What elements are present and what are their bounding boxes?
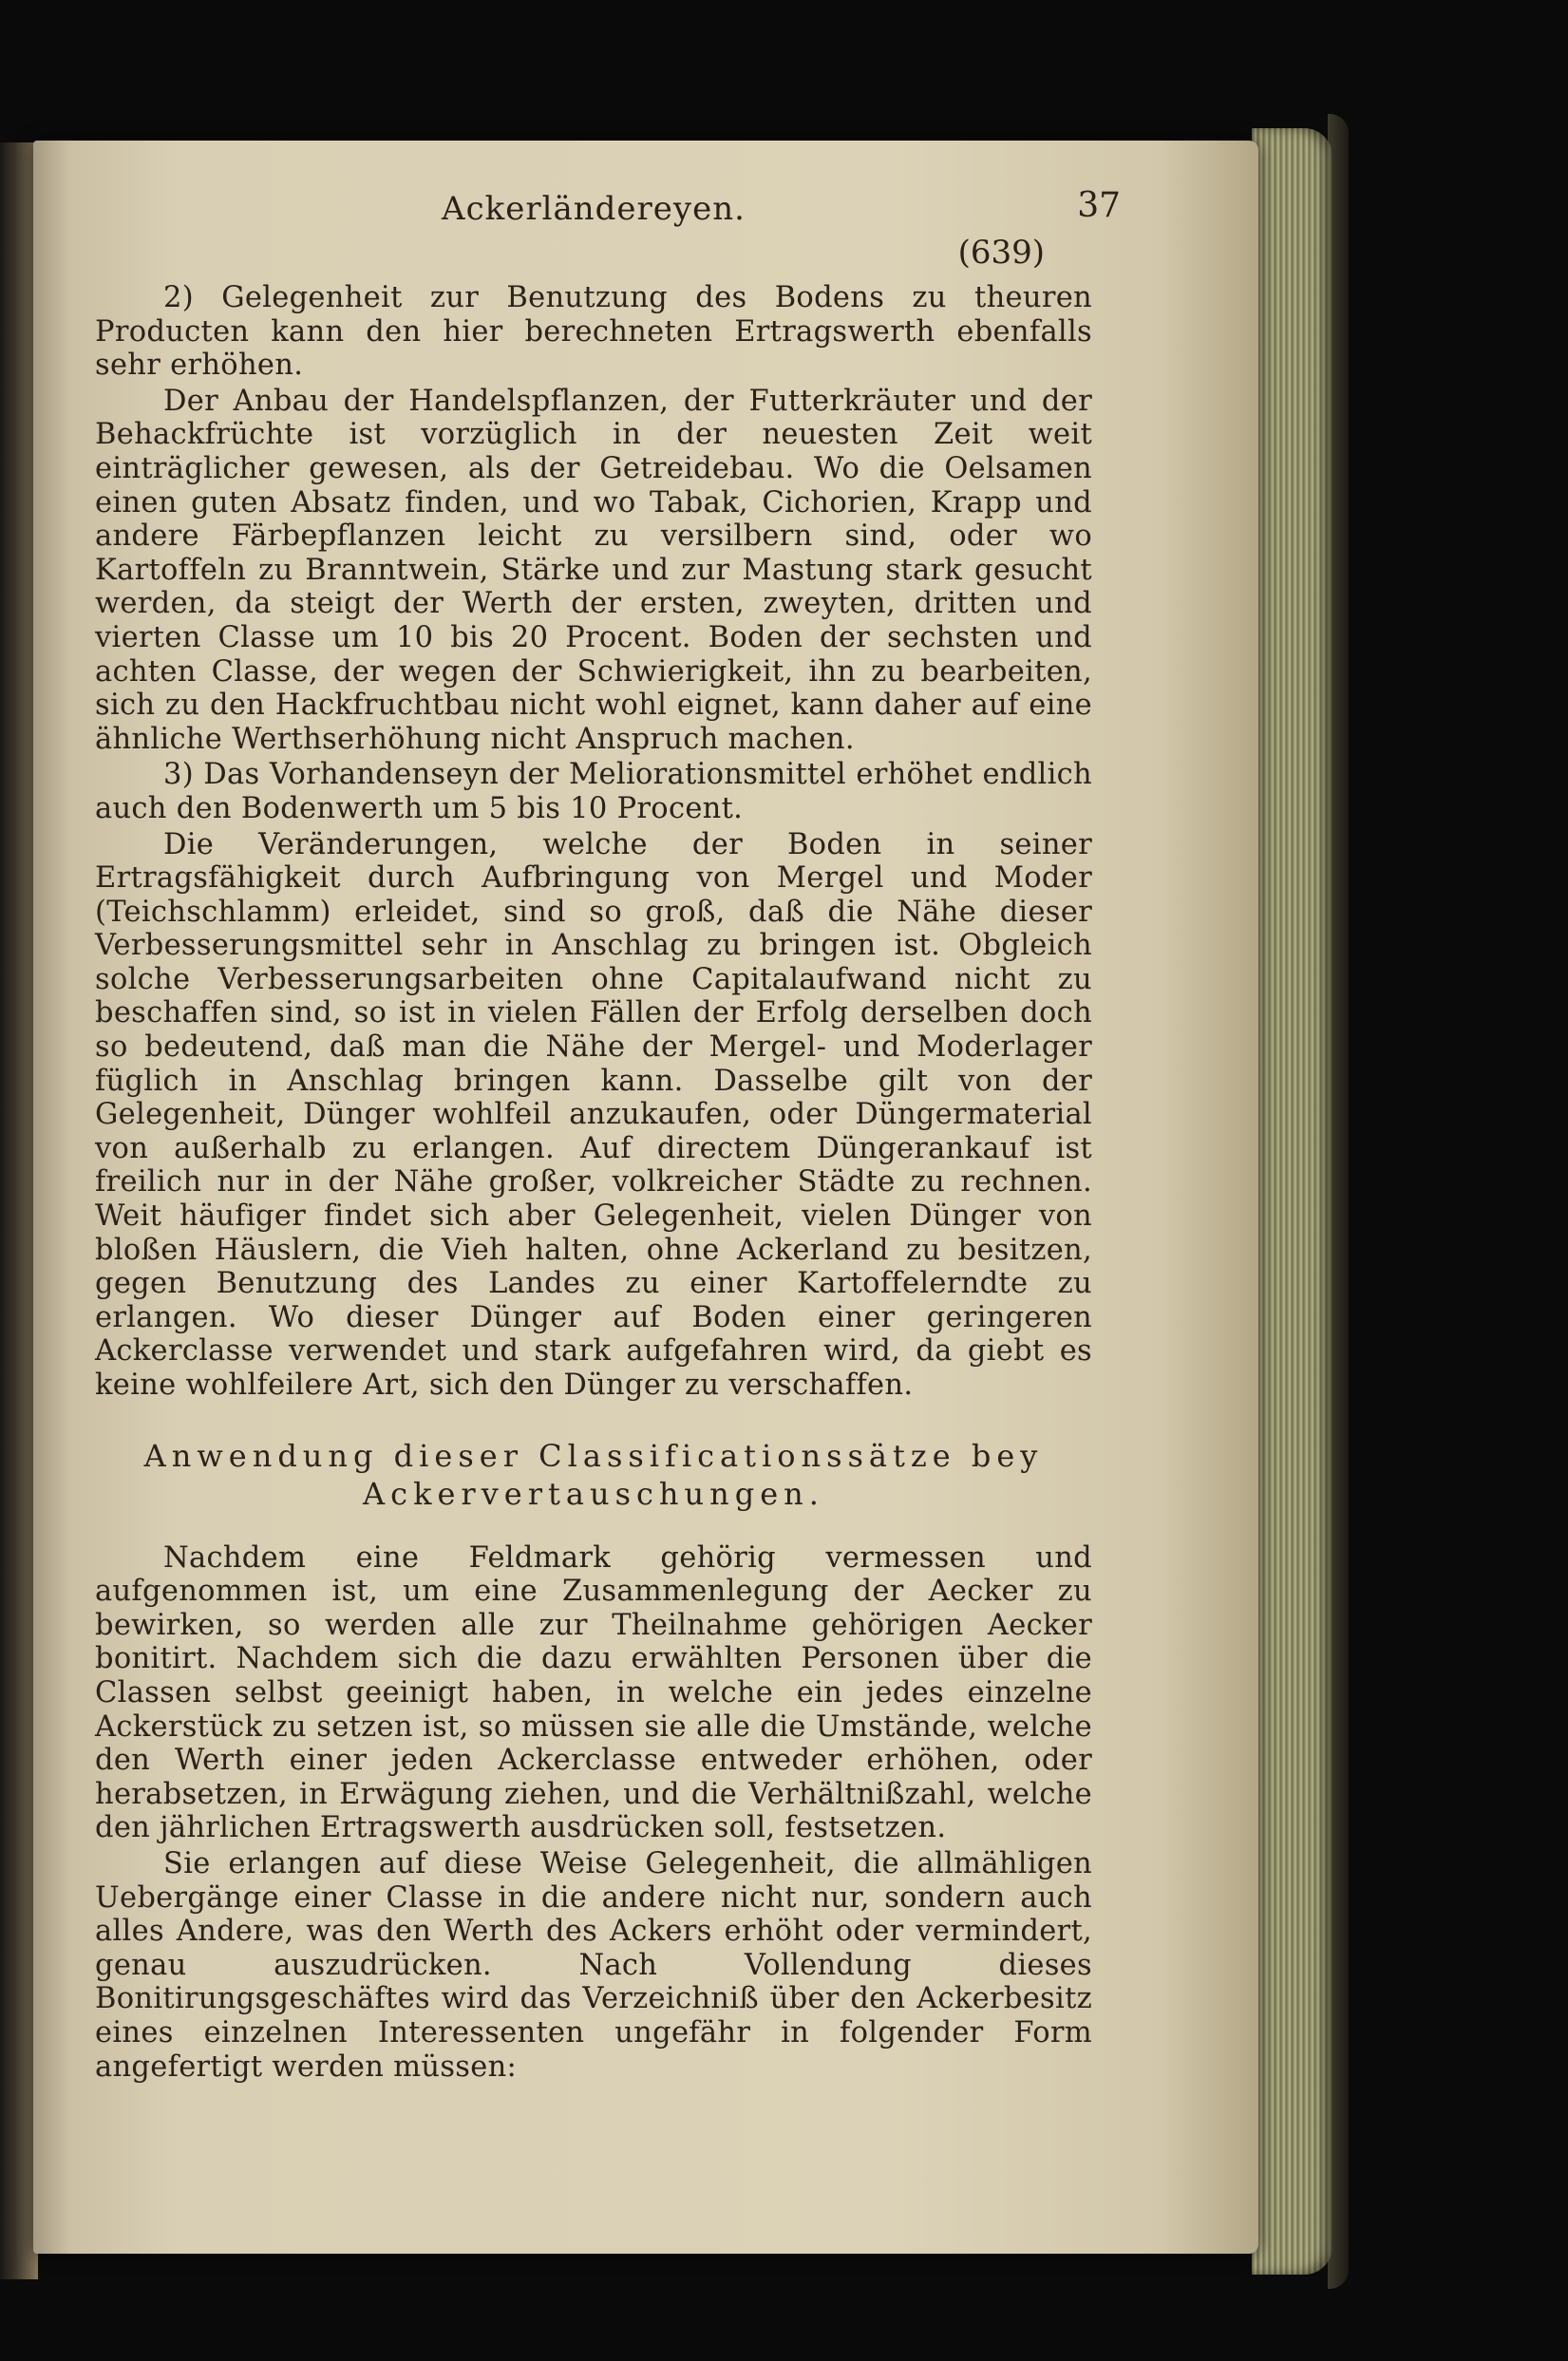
paragraph: Die Veränderungen, welche der Boden in seiner Ertragsfähigkeit durch Aufbringung von Mergel und Moder (Teichschlamm) erleidet, sind so groß, daß die Nähe dieser Verbesserungsmittel sehr in Anschlag zu bringen ist. Obgleich solche Verbesserungsarbeiten ohne Capitalaufwand nicht zu beschaffen sind, so ist in vielen Fällen der Erfolg derselben doch so bedeutend, daß man die Nähe der Mergel- und Moderlager füglich in Anschlag bringen kann. Dasselbe gilt von der Gelegenheit, Dünger wohlfeil anzukaufen, oder Düngermaterial von außerhalb zu erlangen. Auf directem Düngerankauf ist freilich nur in der Nähe großer, volkreicher Städte zu rechnen. Weit häufiger findet sich aber Gelegenheit, vielen Dünger von bloßen Häuslern, die Vieh halten, ohne Ackerland zu besitzen, gegen Benutzung des Landes zu einer Kartoffelerndte zu erlangen. Wo dieser Dünger auf Boden einer geringeren Ackerclasse verwendet und stark aufgefahren wird, da giebt es keine wohlfeilere Art, sich den Dünger zu verschaffen. bbox=[95, 827, 1092, 1402]
page-body bbox=[95, 281, 1092, 2084]
section-heading-line-2: Ackervertauschungen. bbox=[363, 1475, 824, 1512]
paragraph: Nachdem eine Feldmark gehörig vermessen und aufgenommen ist, um eine Zusammenlegung der Aecker zu bewirken, so werden alle zur Theilnahme gehörigen Aecker bonitirt. Nachdem sich die dazu erwählten Personen über die Classen selbst geeinigt haben, in welche ein jedes einzelne Ackerstück zu setzen ist, so müssen sie alle die Umstände, welche den Werth einer jeden Ackerclasse entweder erhöhen, oder herabsetzen, in Erwägung ziehen, und die Verhältnißzahl, welche den jährlichen Ertragswerth ausdrücken soll, festsetzen. bbox=[95, 1540, 1092, 1845]
page-header bbox=[95, 186, 1121, 272]
page-content bbox=[95, 186, 1121, 2086]
page-number: 37 bbox=[1077, 186, 1121, 225]
page-stack-edge bbox=[1252, 128, 1332, 2275]
book-spine-edge bbox=[0, 142, 38, 2279]
paragraph: Der Anbau der Handelspflanzen, der Futterkräuter und der Behackfrüchte ist vorzüglich in der neuesten Zeit weit einträglicher gewesen, als der Getreidebau. Wo die Oelsamen einen guten Absatz finden, und wo Tabak, Cichorien, Krapp und andere Färbepflanzen leicht zu versilbern sind, oder wo Kartoffeln zu Branntwein, Stärke und zur Mastung stark gesucht werden, da steigt der Werth der ersten, zweyten, dritten und vierten Classe um 10 bis 20 Procent. Boden der sechsten und achten Classe, der wegen der Schwierigkeit, ihn zu bearbeiten, sich zu den Hackfruchtbau nicht wohl eignet, kann daher auf eine ähnliche Werthserhöhung nicht Anspruch machen. bbox=[95, 384, 1092, 756]
paragraph: Sie erlangen auf diese Weise Gelegenheit, die allmähligen Uebergänge einer Classe in die andere nicht nur, sondern auch alles Andere, was den Werth des Ackers erhöht oder vermindert, genau auszudrücken. Nach Vollendung dieses Bonitirungsgeschäftes wird das Verzeichniß über den Ackerbesitz eines einzelnen Interessenten ungefähr in folgender Form angefertigt werden müssen: bbox=[95, 1846, 1092, 2084]
section-heading-line-1: Anwendung dieser Classificationssätze bey bbox=[143, 1437, 1044, 1474]
running-title: Ackerländereyen. bbox=[442, 190, 746, 228]
paragraph: 3) Das Vorhandenseyn der Meliorationsmittel erhöhet endlich auch den Bodenwerth um 5 bis 10 Procent. bbox=[95, 758, 1092, 825]
paragraph: 2) Gelegenheit zur Benutzung des Bodens zu theuren Producten kann den hier berechneten Ertragswerth ebenfalls sehr erhöhen. bbox=[95, 281, 1092, 383]
section-heading bbox=[95, 1437, 1092, 1513]
table-reference: (639) bbox=[957, 234, 1045, 272]
